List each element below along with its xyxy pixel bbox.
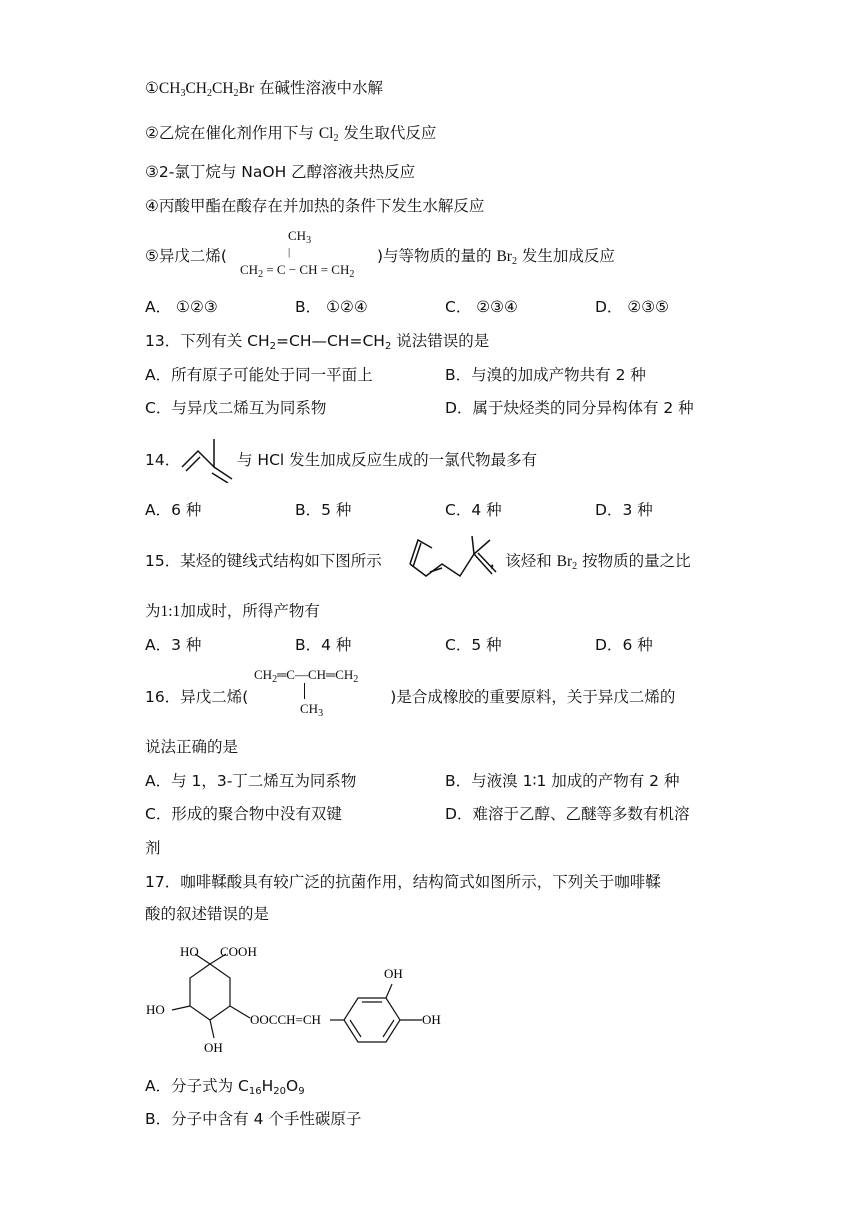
list-item-5: [145, 246, 615, 272]
cooh-label: COOH: [220, 944, 257, 959]
bond-line: [304, 683, 305, 699]
item-number: ④: [145, 197, 159, 215]
question-14-stem: 与 HCl 发生加成反应生成的一氯代物最多有: [237, 451, 538, 469]
item-text: 乙烷在催化剂作用下与: [158, 124, 319, 142]
formula: $CH_3CH_2CH_2Br$: [158, 80, 255, 99]
item-number: ③: [145, 163, 159, 181]
option-c: C．5 种: [445, 636, 502, 654]
option-c: C．形成的聚合物中没有双键: [145, 805, 342, 823]
item-number: ①: [145, 79, 159, 97]
formula: $Cl_2$: [318, 125, 339, 144]
item-text: )与等物质的量的: [376, 247, 497, 265]
ho-left-label: HO: [146, 1002, 165, 1017]
item-number: ②: [145, 124, 159, 142]
item-text: 发生取代反应: [338, 124, 437, 142]
option-b: B． ①②④: [295, 298, 368, 316]
option-a: A．所有原子可能处于同一平面上: [145, 366, 373, 384]
option-b: B．与液溴 1∶1 加成的产物有 2 种: [445, 772, 680, 790]
option-c: C．4 种: [445, 501, 502, 519]
option-c: C． ②③④: [445, 298, 518, 316]
option-a: A．3 种: [145, 636, 202, 654]
item-text: 异戊二烯(: [158, 247, 227, 265]
option-b: B．与溴的加成产物共有 2 种: [445, 366, 646, 384]
question-14-number: 14．: [145, 451, 181, 469]
ho-top-label: HO: [180, 944, 199, 959]
oh-ring-right-label: OH: [422, 1012, 441, 1027]
question-16-stem: 16．异戊二烯( )是合成橡胶的重要原料，关于异戊二烯的: [145, 688, 676, 706]
question-16-stem-line2: 说法正确的是: [145, 738, 239, 756]
isoprene-skeletal-structure: [178, 433, 238, 483]
formula: $Br_2$: [496, 248, 517, 267]
option-d: D．属于炔烃类的同分异构体有 2 种: [445, 399, 694, 417]
question-15-stem-line2: 为1:1加成时，所得产物有: [145, 602, 320, 620]
option-b: B．4 种: [295, 636, 352, 654]
option-c: C．与异戊二烯互为同系物: [145, 399, 327, 417]
option-d-continuation: 剂: [145, 839, 161, 857]
item-text: 发生加成反应: [516, 247, 615, 265]
list-item-3: [145, 162, 415, 182]
question-15-stem: 15．某烃的键线式结构如下图所示 ，该烃和 $Br_2$ 按物质的量之比: [145, 552, 691, 572]
item-number: ⑤: [145, 247, 159, 265]
option-d: D．难溶于乙醇、乙醚等多数有机溶: [445, 805, 690, 823]
item-text: 丙酸甲酯在酸存在并加热的条件下发生水解反应: [158, 197, 485, 215]
hydrocarbon-skeletal-structure: [404, 532, 506, 582]
option-a: A．6 种: [145, 501, 202, 519]
question-13-stem: 13．下列有关 $CH_2=CH—CH=CH_2$ 说法错误的是: [145, 332, 490, 352]
option-b: B．5 种: [295, 501, 352, 519]
linker-label: OOCCH=CH: [250, 1012, 321, 1027]
option-a: A．分子式为 $C_{16}H_{20}O_9$: [145, 1077, 305, 1097]
list-item-4: [145, 196, 484, 216]
list-item-1: [145, 78, 383, 104]
item-text: 在碱性溶液中水解: [254, 79, 383, 97]
option-d: D．3 种: [595, 501, 653, 519]
option-d: D． ②③⑤: [595, 298, 670, 316]
chlorogenic-acid-structure: [140, 938, 460, 1058]
option-a: A． ①②③: [145, 298, 218, 316]
oh-bottom-label: OH: [204, 1040, 223, 1055]
item-text: 2-氯丁烷与 NaOH 乙醇溶液共热反应: [158, 163, 416, 181]
question-17-stem-line2: 酸的叙述错误的是: [145, 905, 270, 923]
option-a: A．与 1，3-丁二烯互为同系物: [145, 772, 357, 790]
question-17-stem: 17．咖啡鞣酸具有较广泛的抗菌作用，结构简式如图所示，下列关于咖啡鞣: [145, 873, 661, 891]
option-b: B．分子中含有 4 个手性碳原子: [145, 1110, 362, 1128]
oh-ring-top-label: OH: [384, 966, 403, 981]
option-d: D．6 种: [595, 636, 653, 654]
list-item-2: [145, 123, 436, 149]
